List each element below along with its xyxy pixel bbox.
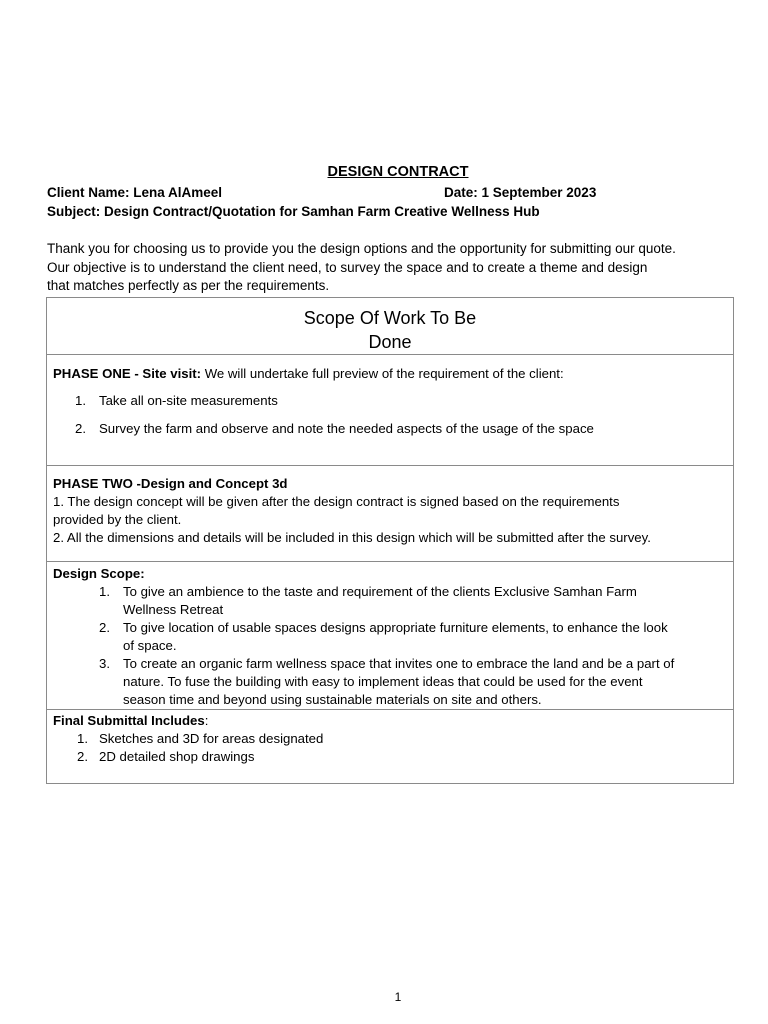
- design-scope-cell: [47, 562, 734, 710]
- list-item: 1. Take all on-site measurements: [75, 393, 278, 408]
- contract-date: Date: 1 September 2023: [444, 185, 597, 200]
- intro-line: Thank you for choosing us to provide you the design options and the opportunity for submitting our quote.: [47, 241, 676, 256]
- intro-paragraph: [47, 240, 737, 296]
- phase-two-cell: [47, 466, 734, 562]
- final-submittal-cell: Final Submittal Includes: 1. Sketches and 3D for areas designated 2. 2D detailed shop drawings: [47, 710, 734, 784]
- client-name: Client Name: Lena AlAmeel: [47, 185, 223, 200]
- design-scope-label: Design Scope:: [53, 566, 145, 581]
- phase-one-cell: [47, 355, 734, 466]
- design-scope-list: [53, 583, 727, 709]
- phase-two-label: PHASE TWO -Design and Concept 3d: [53, 476, 288, 491]
- page-number: 1: [394, 990, 402, 1004]
- final-submittal-list: [53, 730, 727, 766]
- final-submittal-label: Final Submittal Includes: [53, 713, 205, 728]
- phase-one-label: PHASE ONE - Site visit:: [53, 366, 202, 381]
- intro-line: that matches perfectly as per the requirements.: [47, 278, 330, 293]
- subject-line: Subject: Design Contract/Quotation for Samhan Farm Creative Wellness Hub: [47, 204, 540, 219]
- list-item: 2. 2D detailed shop drawings: [77, 749, 255, 764]
- scope-heading: Scope Of Work To Be: [303, 308, 477, 328]
- intro-line: Our objective is to understand the client need, to survey the space and to create a theme and design: [47, 259, 648, 275]
- list-item: 1. Sketches and 3D for areas designated: [77, 731, 324, 746]
- list-item: 2. Survey the farm and observe and note the needed aspects of the usage of the space: [75, 421, 594, 436]
- list-item: 1. To give an ambience to the taste and requirement of the clients Exclusive Samhan Farm Wellness Retreat: [99, 584, 637, 617]
- list-item: 2. To give location of usable spaces designs appropriate furniture elements, to enhance the look of space.: [99, 620, 668, 653]
- phase-one-list: [53, 387, 727, 443]
- document-title: DESIGN CONTRACT: [327, 164, 469, 180]
- scope-heading-cell: [47, 298, 734, 355]
- scope-heading: Done: [368, 332, 412, 352]
- phase-two-line: 2. All the dimensions and details will be included in this design which will be submitted after the survey.: [53, 530, 651, 545]
- phase-two-line: provided by the client.: [53, 512, 182, 527]
- list-item: 3. To create an organic farm wellness space that invites one to embrace the land and be a part of nature. To fuse the building with easy to implement ideas that could be used for the event season time and beyond using sustainable materials on site and others.: [99, 656, 675, 707]
- phase-one-text: We will undertake full preview of the requirement of the client:: [201, 366, 564, 381]
- phase-two-line: 1. The design concept will be given after the design contract is signed based on the requirements: [53, 494, 620, 509]
- scope-of-work-table: [46, 297, 734, 784]
